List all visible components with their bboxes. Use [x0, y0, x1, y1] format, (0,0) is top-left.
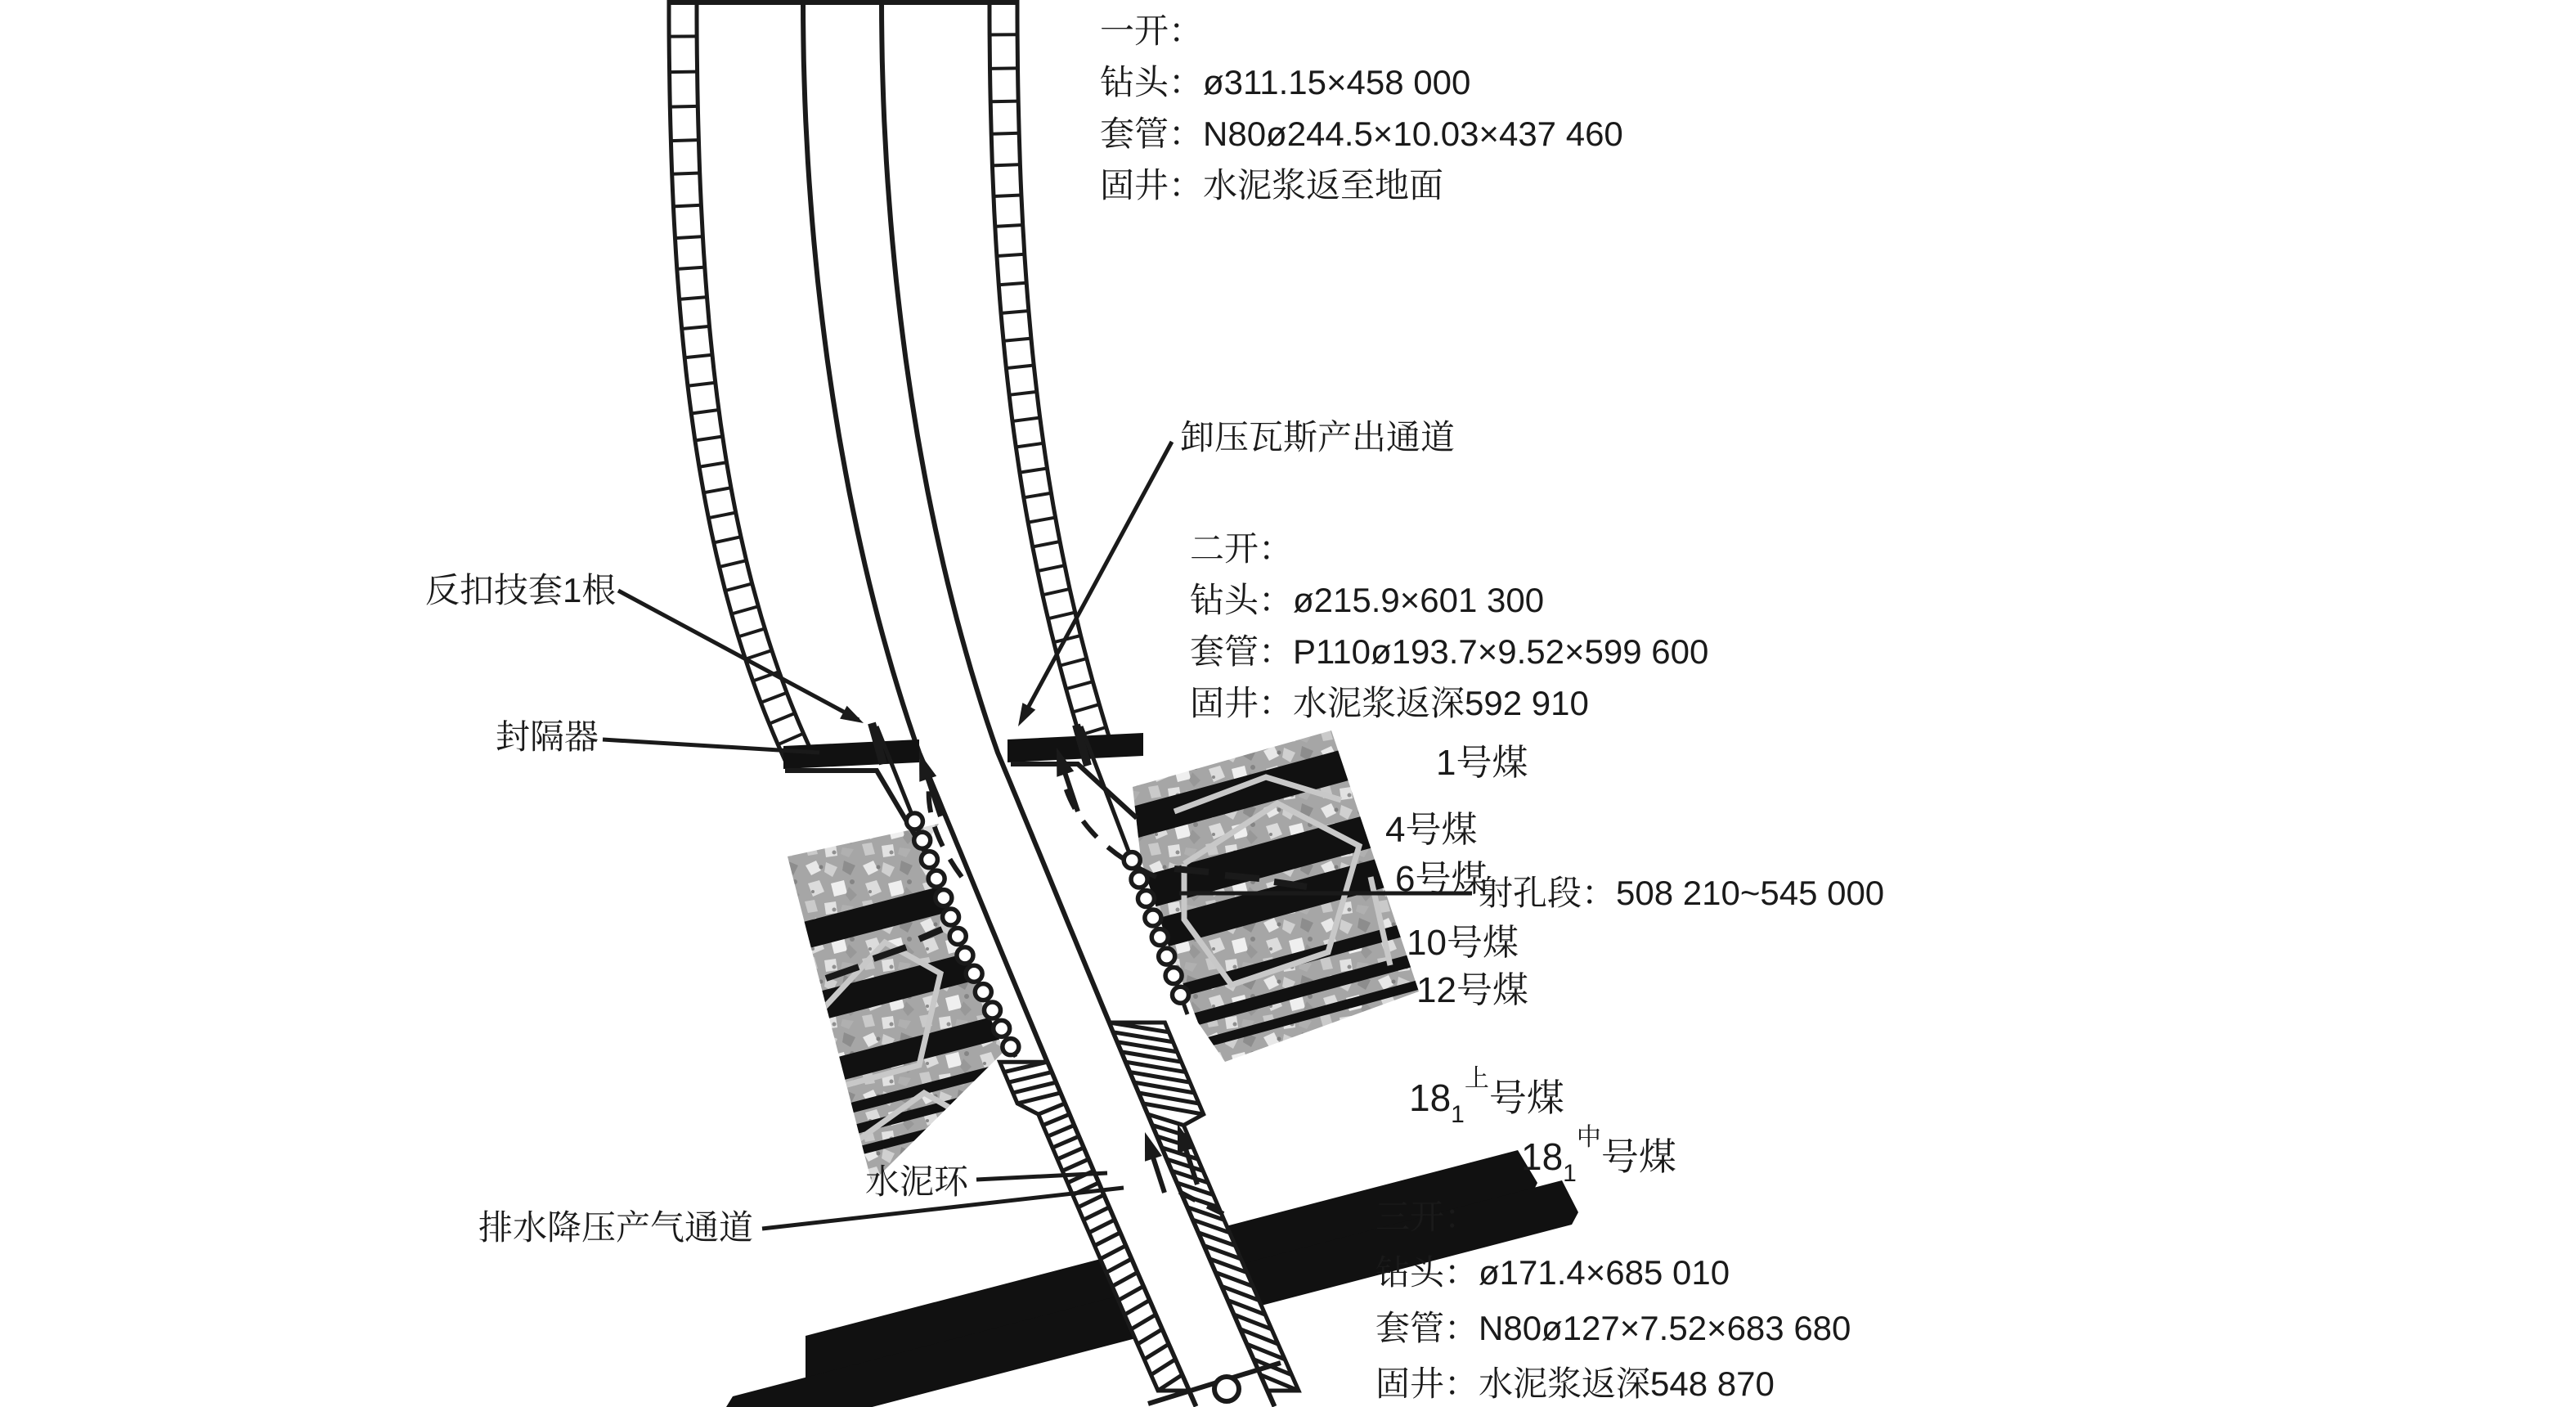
- section-one-casing: 套管：N80ø244.5×10.03×437 460: [1100, 115, 1623, 153]
- label-coal-seam-1: 1号煤: [1436, 743, 1528, 783]
- label-coal-seam-10: 10号煤: [1407, 923, 1519, 963]
- label-cement-ring: 水泥环: [865, 1162, 969, 1201]
- well-shoe-circle: [1214, 1377, 1239, 1401]
- label-coal-seam-4: 4号煤: [1385, 810, 1478, 850]
- label-relief-gas-channel: 卸压瓦斯产出通道: [1180, 418, 1456, 456]
- label-coal-seam-12: 12号煤: [1416, 970, 1528, 1010]
- section-one-title: 一开：: [1100, 11, 1204, 50]
- section-two-bit: 钻头：ø215.9×601 300: [1190, 581, 1545, 619]
- label-reverse-thread-casing: 反扣技套1根: [425, 571, 617, 609]
- section-three-title: 三开：: [1376, 1198, 1479, 1236]
- label-coal-seam-6: 6号煤: [1395, 859, 1488, 899]
- section-one-bit: 钻头：ø311.15×458 000: [1100, 63, 1471, 101]
- section-three-bit: 钻头：ø171.4×685 010: [1376, 1253, 1730, 1292]
- label-drainage-gas-channel: 排水降压产气通道: [478, 1208, 754, 1247]
- section-one-cement: 固井：水泥浆返至地面: [1100, 166, 1444, 205]
- section-three-casing: 套管：N80ø127×7.52×683 680: [1376, 1309, 1851, 1347]
- section-two-title: 二开：: [1190, 529, 1294, 568]
- section-two-casing: 套管：P110ø193.7×9.52×599 600: [1190, 632, 1709, 671]
- section-three-cement: 固井：水泥浆返深548 870: [1376, 1364, 1775, 1403]
- label-coal-18-middle: $18_1^中$号煤: [1521, 1124, 1676, 1187]
- label-packer: 封隔器: [496, 717, 599, 756]
- label-perforation-interval: 射孔段：508 210~545 000: [1479, 874, 1885, 912]
- label-coal-18-upper: $18_1^上$号煤: [1409, 1065, 1564, 1128]
- section-two-cement: 固井：水泥浆返深592 910: [1190, 684, 1589, 722]
